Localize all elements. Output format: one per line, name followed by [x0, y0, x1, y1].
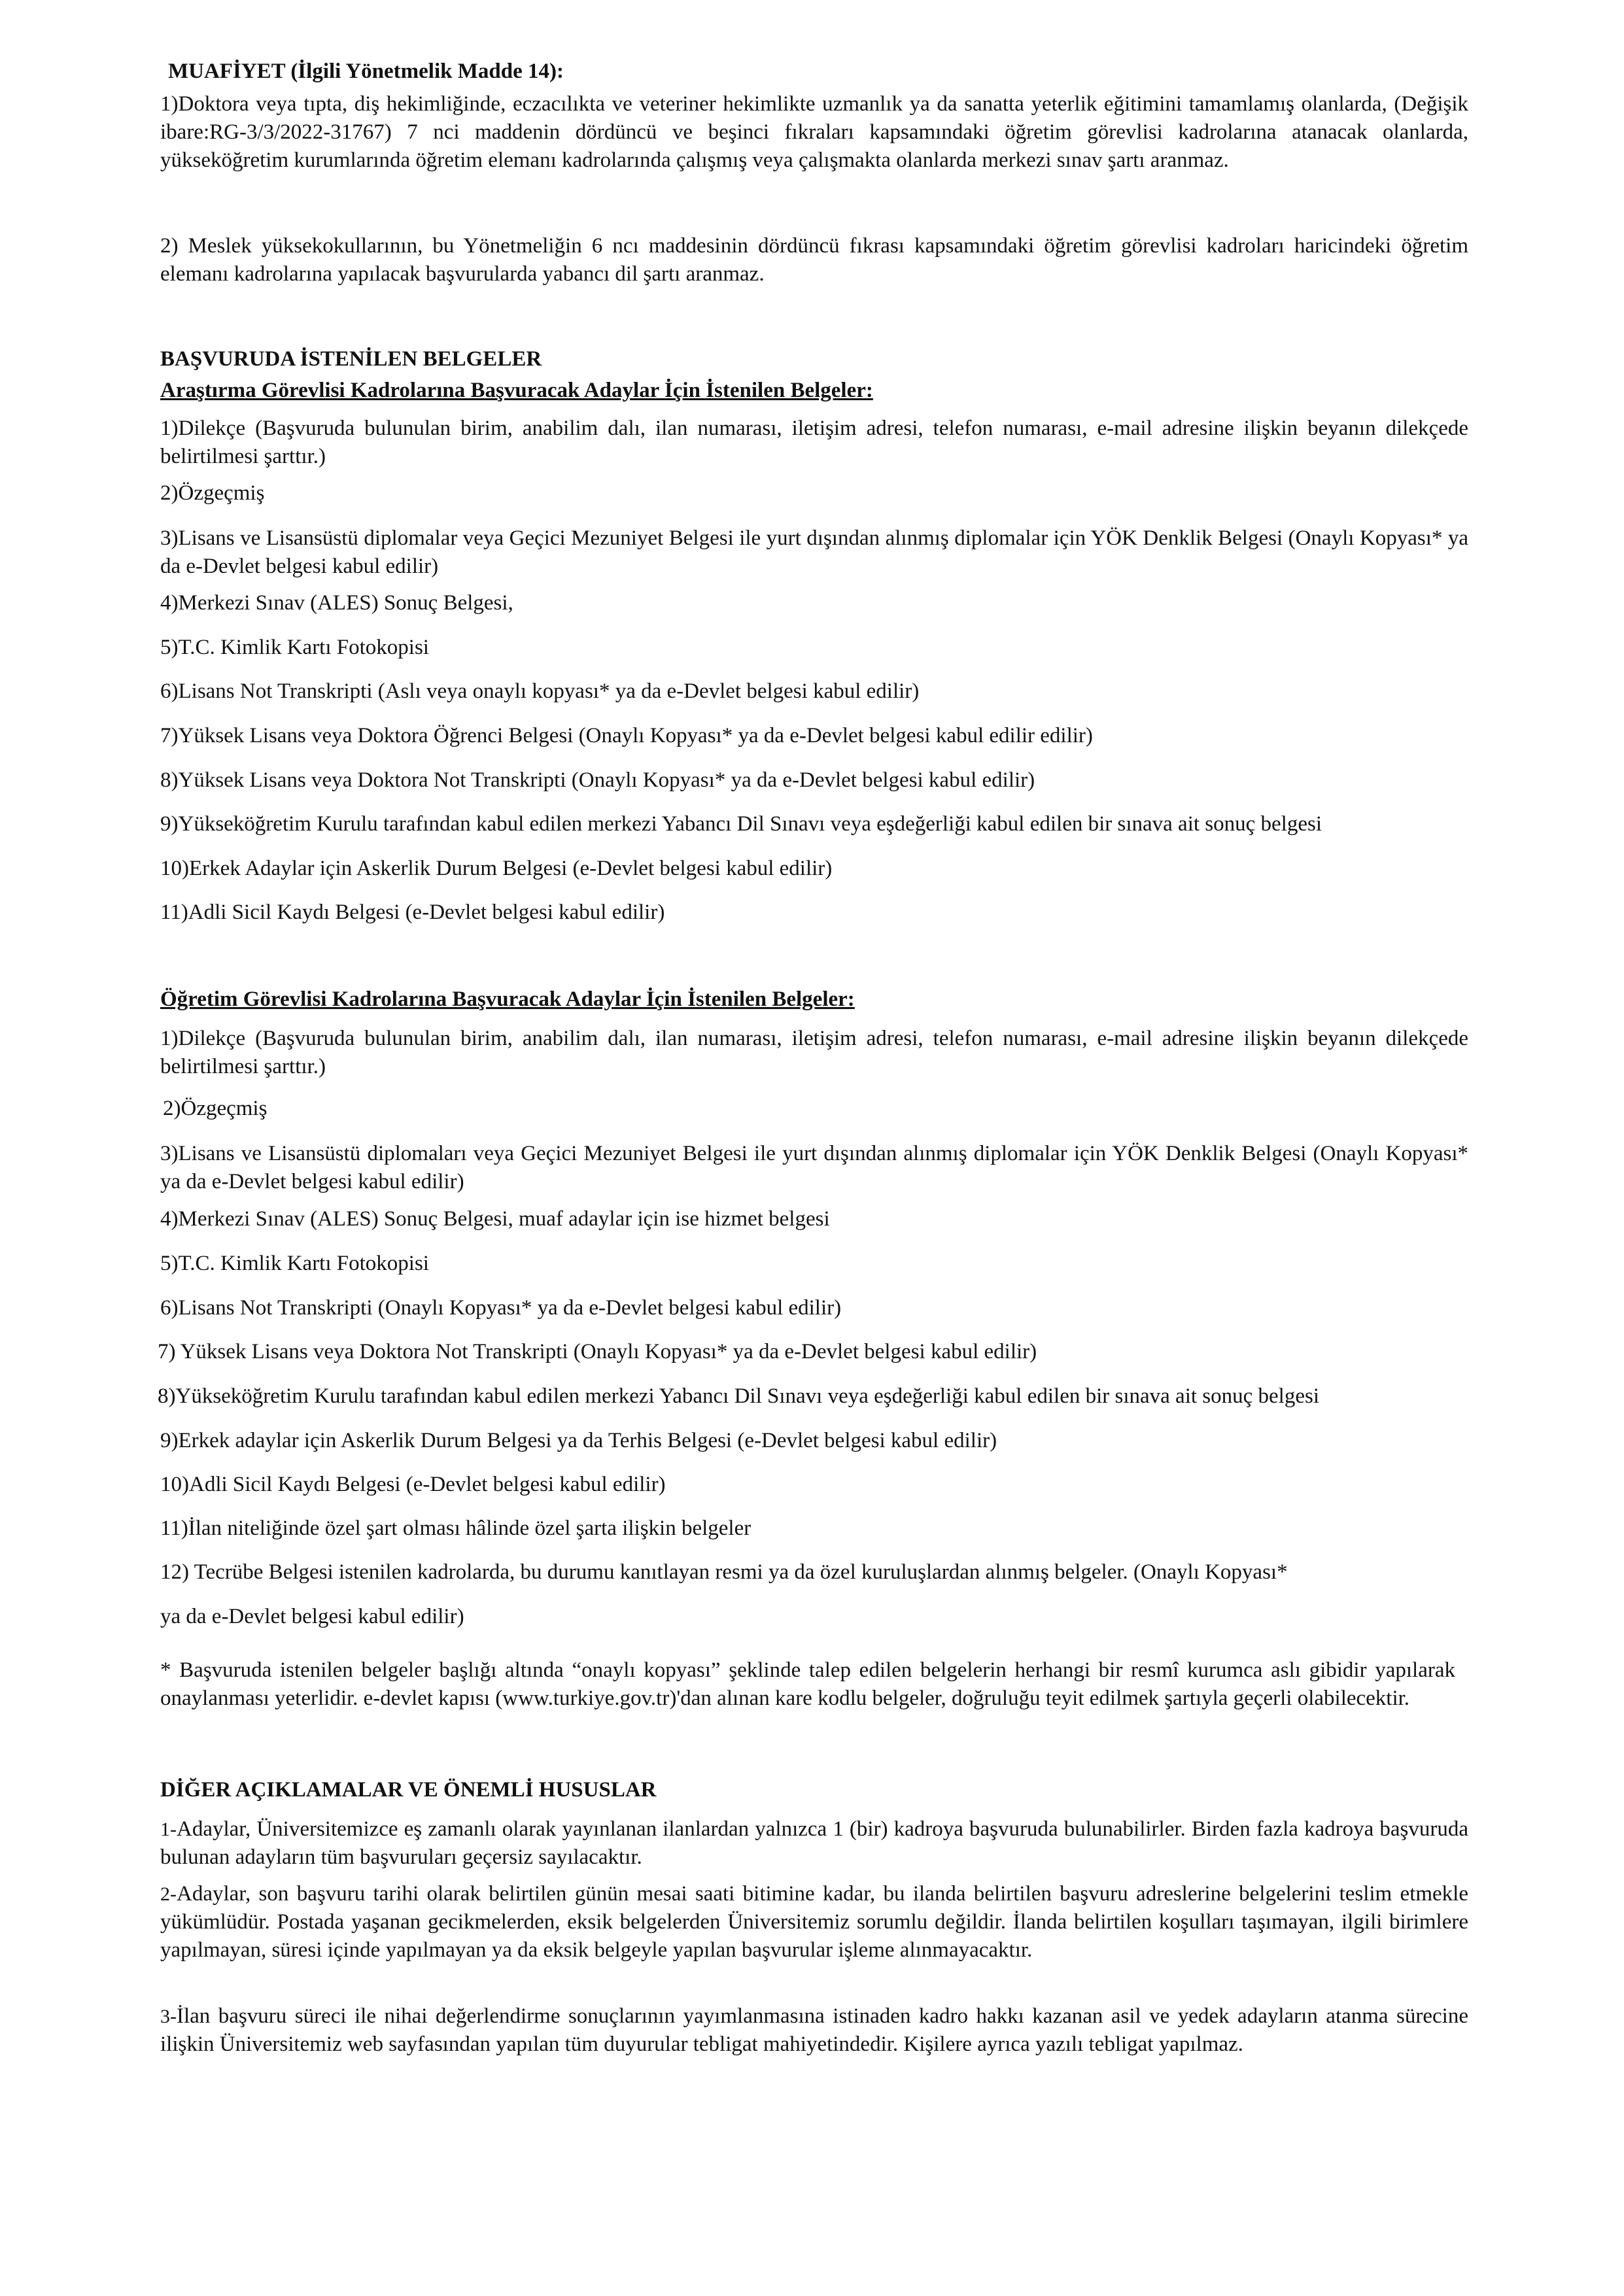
ogretim-item-2: 2)Özgeçmiş [163, 1097, 268, 1120]
diger-item-3-number: 3- [160, 2006, 177, 2027]
ogretim-item-10: 10)Adli Sicil Kaydı Belgesi (e-Devlet belgesi kabul edilir) [160, 1473, 666, 1496]
ogretim-item-11: 11)İlan niteliğinde özel şart olması hâlinde özel şarta ilişkin belgeler [160, 1516, 752, 1540]
arastirma-item-4: 4)Merkezi Sınav (ALES) Sonuç Belgesi, [160, 591, 513, 615]
arastirma-item-7: 7)Yüksek Lisans veya Doktora Öğrenci Belgesi (Onaylı Kopyası* ya da e-Devlet belgesi kabul edilir edilir) [160, 724, 1093, 747]
arastirma-item-2: 2)Özgeçmiş [160, 481, 265, 505]
muafiyet-item-1: 1)Doktora veya tıpta, diş hekimliğinde, eczacılıkta ve veteriner hekimlikte uzmanlık ya da sanatta yeterlik eğitimini tamamlamış olanlarda, (Değişik ibare:RG-3/3/2022-31767) 7 nci maddenin dördüncü ve beşinci fıkraları kapsamındaki öğretim görevlisi kadrolarına atanacak olanlarda, yükseköğretim kurumlarında öğretim elemanı kadrolarında çalışmış veya çalışmakta olanlarda merkezi sınav şartı aranmaz. [160, 92, 1468, 172]
arastirma-item-11: 11)Adli Sicil Kaydı Belgesi (e-Devlet belgesi kabul edilir) [160, 900, 665, 924]
arastirma-item-1: 1)Dilekçe (Başvuruda bulunulan birim, anabilim dalı, ilan numarası, iletişim adresi, telefon numarası, e-mail adresine ilişkin beyanın dilekçede belirtilmesi şarttır.) [160, 417, 1468, 468]
ogretim-item-12-cont: ya da e-Devlet belgesi kabul edilir) [160, 1605, 464, 1628]
onayli-kopya-note: * Başvuruda istenilen belgeler başlığı altında “onaylı kopyası” şeklinde talep edilen belgelerin herhangi bir resmî kurumca aslı gibidir yapılarak onaylanması yeterlidir. e-devlet kapısı (www.turkiye.gov.tr)'dan alınan kare kodlu belgeler, doğruluğu teyit edilmek şartıyla geçerli olabilecektir. [160, 1658, 1455, 1710]
diger-item-2-text: Adaylar, son başvuru tarihi olarak belirtilen günün mesai saati bitimine kadar, bu ilanda belirtilen başvuru adreslerine belgelerini teslim etmekle yükümlüdür. Postada yaşanan gecikmelerden, eksik belgelerden Üniversitemiz sorumlu değildir. İlanda belirtilen koşulları taşımayan, ilgili birimlere yapılmayan, süresi içinde yapılmayan ya da eksik belgeyle yapılan başvurular işleme alınmayacaktır. [160, 1882, 1468, 1962]
ogretim-item-3: 3)Lisans ve Lisansüstü diplomaları veya Geçici Mezuniyet Belgesi ile yurt dışından alınmış diplomalar için YÖK Denklik Belgesi (Onaylı Kopyası* ya da e-Devlet belgesi kabul edilir) [160, 1142, 1468, 1193]
ogretim-subheading: Öğretim Görevlisi Kadrolarına Başvuracak Adaylar İçin İstenilen Belgeler: [160, 987, 855, 1011]
muafiyet-item-2: 2) Meslek yüksekokullarının, bu Yönetmeliğin 6 ncı maddesinin dördüncü fıkrası kapsamındaki öğretim görevlisi kadroları haricindeki öğretim elemanı kadrolarına yapılacak başvurularda yabancı dil şartı aranmaz. [160, 234, 1468, 286]
arastirma-item-3: 3)Lisans ve Lisansüstü diplomalar veya Geçici Mezuniyet Belgesi ile yurt dışından alınmış diplomalar için YÖK Denklik Belgesi (Onaylı Kopyası* ya da e-Devlet belgesi kabul edilir) [160, 526, 1468, 578]
ogretim-item-12: 12) Tecrübe Belgesi istenilen kadrolarda, bu durumu kanıtlayan resmi ya da özel kuruluşlardan alınmış belgeler. (Onaylı Kopyası* [160, 1560, 1288, 1584]
ogretim-item-5: 5)T.C. Kimlik Kartı Fotokopisi [160, 1252, 429, 1275]
arastirma-item-8: 8)Yüksek Lisans veya Doktora Not Transkripti (Onaylı Kopyası* ya da e-Devlet belgesi kabul edilir) [160, 768, 1035, 792]
ogretim-item-7: 7) Yüksek Lisans veya Doktora Not Transkripti (Onaylı Kopyası* ya da e-Devlet belgesi kabul edilir) [158, 1340, 1037, 1363]
arastirma-item-6: 6)Lisans Not Transkripti (Aslı veya onaylı kopyası* ya da e-Devlet belgesi kabul edilir) [160, 679, 920, 703]
ogretim-item-4: 4)Merkezi Sınav (ALES) Sonuç Belgesi, muaf adaylar için ise hizmet belgesi [160, 1207, 830, 1231]
arastirma-item-10: 10)Erkek Adaylar için Askerlik Durum Belgesi (e-Devlet belgesi kabul edilir) [160, 857, 833, 880]
ogretim-item-1: 1)Dilekçe (Başvuruda bulunulan birim, anabilim dalı, ilan numarası, iletişim adresi, telefon numarası, e-mail adresine ilişkin beyanın dilekçede belirtilmesi şarttır.) [160, 1027, 1468, 1078]
arastirma-subheading: Araştırma Görevlisi Kadrolarına Başvuracak Adaylar İçin İstenilen Belgeler: [160, 379, 873, 402]
ogretim-item-6: 6)Lisans Not Transkripti (Onaylı Kopyası* ya da e-Devlet belgesi kabul edilir) [160, 1296, 842, 1320]
diger-item-3 [160, 2002, 1468, 2059]
diger-item-1 [160, 1815, 1468, 1872]
diger-item-1-number: 1- [160, 1819, 177, 1840]
ogretim-item-9: 9)Erkek adaylar için Askerlik Durum Belgesi ya da Terhis Belgesi (e-Devlet belgesi kabul edilir) [160, 1429, 997, 1452]
diger-item-2 [160, 1880, 1468, 1964]
diger-item-2-number: 2- [160, 1883, 177, 1905]
diger-item-1-text: Adaylar, Üniversitemizce eş zamanlı olarak yayınlanan ilanlardan yalnızca 1 (bir) kadroya başvuruda bulunabilirler. Birden fazla kadroya başvuruda bulunan adayların tüm başvuruları geçersiz sayılacaktır. [160, 1817, 1468, 1869]
belgeler-heading: BAŞVURUDA İSTENİLEN BELGELER [160, 347, 542, 371]
muafiyet-heading: MUAFİYET (İlgili Yönetmelik Madde 14): [168, 60, 564, 83]
arastirma-item-9: 9)Yükseköğretim Kurulu tarafından kabul edilen merkezi Yabancı Dil Sınavı veya eşdeğerliği kabul edilen bir sınava ait sonuç belgesi [160, 812, 1322, 836]
ogretim-item-8: 8)Yükseköğretim Kurulu tarafından kabul edilen merkezi Yabancı Dil Sınavı veya eşdeğerliği kabul edilen bir sınava ait sonuç belgesi [158, 1384, 1320, 1408]
diger-heading: DİĞER AÇIKLAMALAR VE ÖNEMLİ HUSUSLAR [160, 1778, 657, 1802]
diger-item-3-text: İlan başvuru süreci ile nihai değerlendirme sonuçlarının yayımlanmasına istinaden kadro hakkı kazanan asil ve yedek adayların atanma sürecine ilişkin Üniversitemiz web sayfasından yapılan tüm duyurular tebligat mahiyetindedir. Kişilere ayrıca yazılı tebligat yapılmaz. [160, 2004, 1468, 2056]
arastirma-item-5: 5)T.C. Kimlik Kartı Fotokopisi [160, 636, 429, 659]
